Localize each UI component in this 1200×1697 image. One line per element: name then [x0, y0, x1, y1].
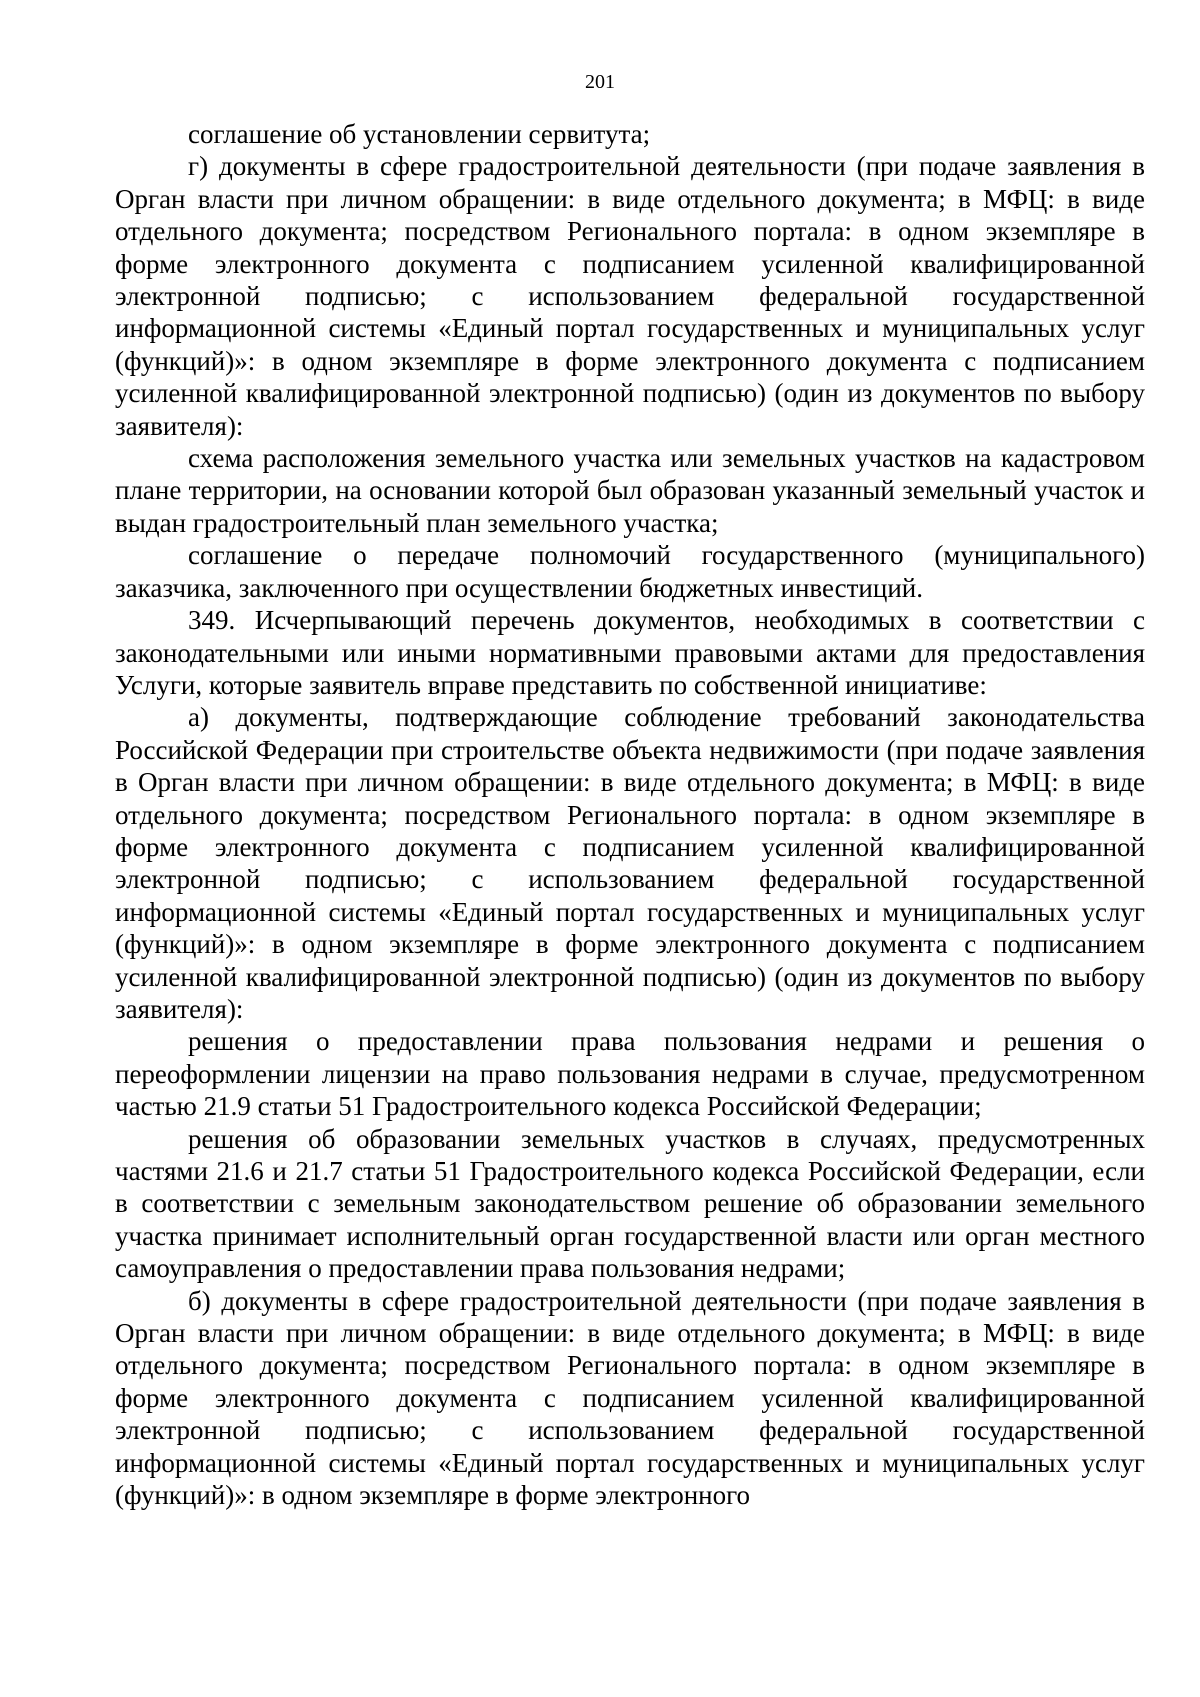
paragraph-land-plot-scheme: схема расположения земельного участка или земельных участков на кадастровом плане территории, на основании которой был образован указанный земельный участок и выдан градостроительный план земельного участка; — [115, 443, 1145, 538]
paragraph-349: 349. Исчерпывающий перечень документов, необходимых в соответствии с законодательными или иными нормативными правовыми актами для предоставления Услуги, которые заявитель вправе представить по собственной инициативе: — [115, 605, 1145, 700]
paragraph-item-g: г) документы в сфере градостроительной деятельности (при подаче заявления в Орган власти при личном обращении: в виде отдельного документа; в МФЦ: в виде отдельного документа; посредством Регионального портала: в одном экземпляре в форме электронного документа с подписанием усиленной квалифицированной электронной подписью; с использованием федеральной государственной информационной системы «Единый портал государственных и муниципальных услуг (функций)»: в одном экземпляре в форме электронного документа с подписанием усиленной квалифицированной электронной подписью) (один из документов по выбору заявителя): — [115, 151, 1145, 441]
paragraph-land-formation-decisions: решения об образовании земельных участков в случаях, предусмотренных частями 21.6 и 21.7 статьи 51 Градостроительного кодекса Российской Федерации, если в соответствии с земельным законодательством решение об образовании земельного участка принимает исполнительный орган государственной власти или орган местного самоуправления о предоставлении права пользования недрами; — [115, 1123, 1145, 1284]
paragraph-delegation-agreement: соглашение о передаче полномочий государственного (муниципального) заказчика, заключенного при осуществлении бюджетных инвестиций. — [115, 540, 1145, 603]
paragraph-servitude-agreement: соглашение об установлении сервитута; — [188, 119, 651, 149]
page-number: 201 — [585, 71, 615, 93]
paragraph-item-a: а) документы, подтверждающие соблюдение требований законодательства Российской Федерации при строительстве объекта недвижимости (при подаче заявления в Орган власти при личном обращении: в виде отдельного документа; в МФЦ: в виде отдельного документа; посредством Регионального портала: в одном экземпляре в форме электронного документа с подписанием усиленной квалифицированной электронной подписью; с использованием федеральной государственной информационной системы «Единый портал государственных и муниципальных услуг (функций)»: в одном экземпляре в форме электронного документа с подписанием усиленной квалифицированной электронной подписью) (один из документов по выбору заявителя): — [115, 702, 1145, 1024]
paragraph-item-b: б) документы в сфере градостроительной деятельности (при подаче заявления в Орган власти при личном обращении: в виде отдельного документа; в МФЦ: в виде отдельного документа; посредством Регионального портала: в одном экземпляре в форме электронного документа с подписанием усиленной квалифицированной электронной подписью; с использованием федеральной государственной информационной системы «Единый портал государственных и муниципальных услуг (функций)»: в одном экземпляре в форме электронного — [115, 1285, 1145, 1511]
paragraph-subsoil-decisions: решения о предоставлении права пользования недрами и решения о переоформлении лицензии на право пользования недрами в случае, предусмотренном частью 21.9 статьи 51 Градостроительного кодекса Российской Федерации; — [115, 1026, 1145, 1122]
document-body — [115, 118, 1145, 1511]
